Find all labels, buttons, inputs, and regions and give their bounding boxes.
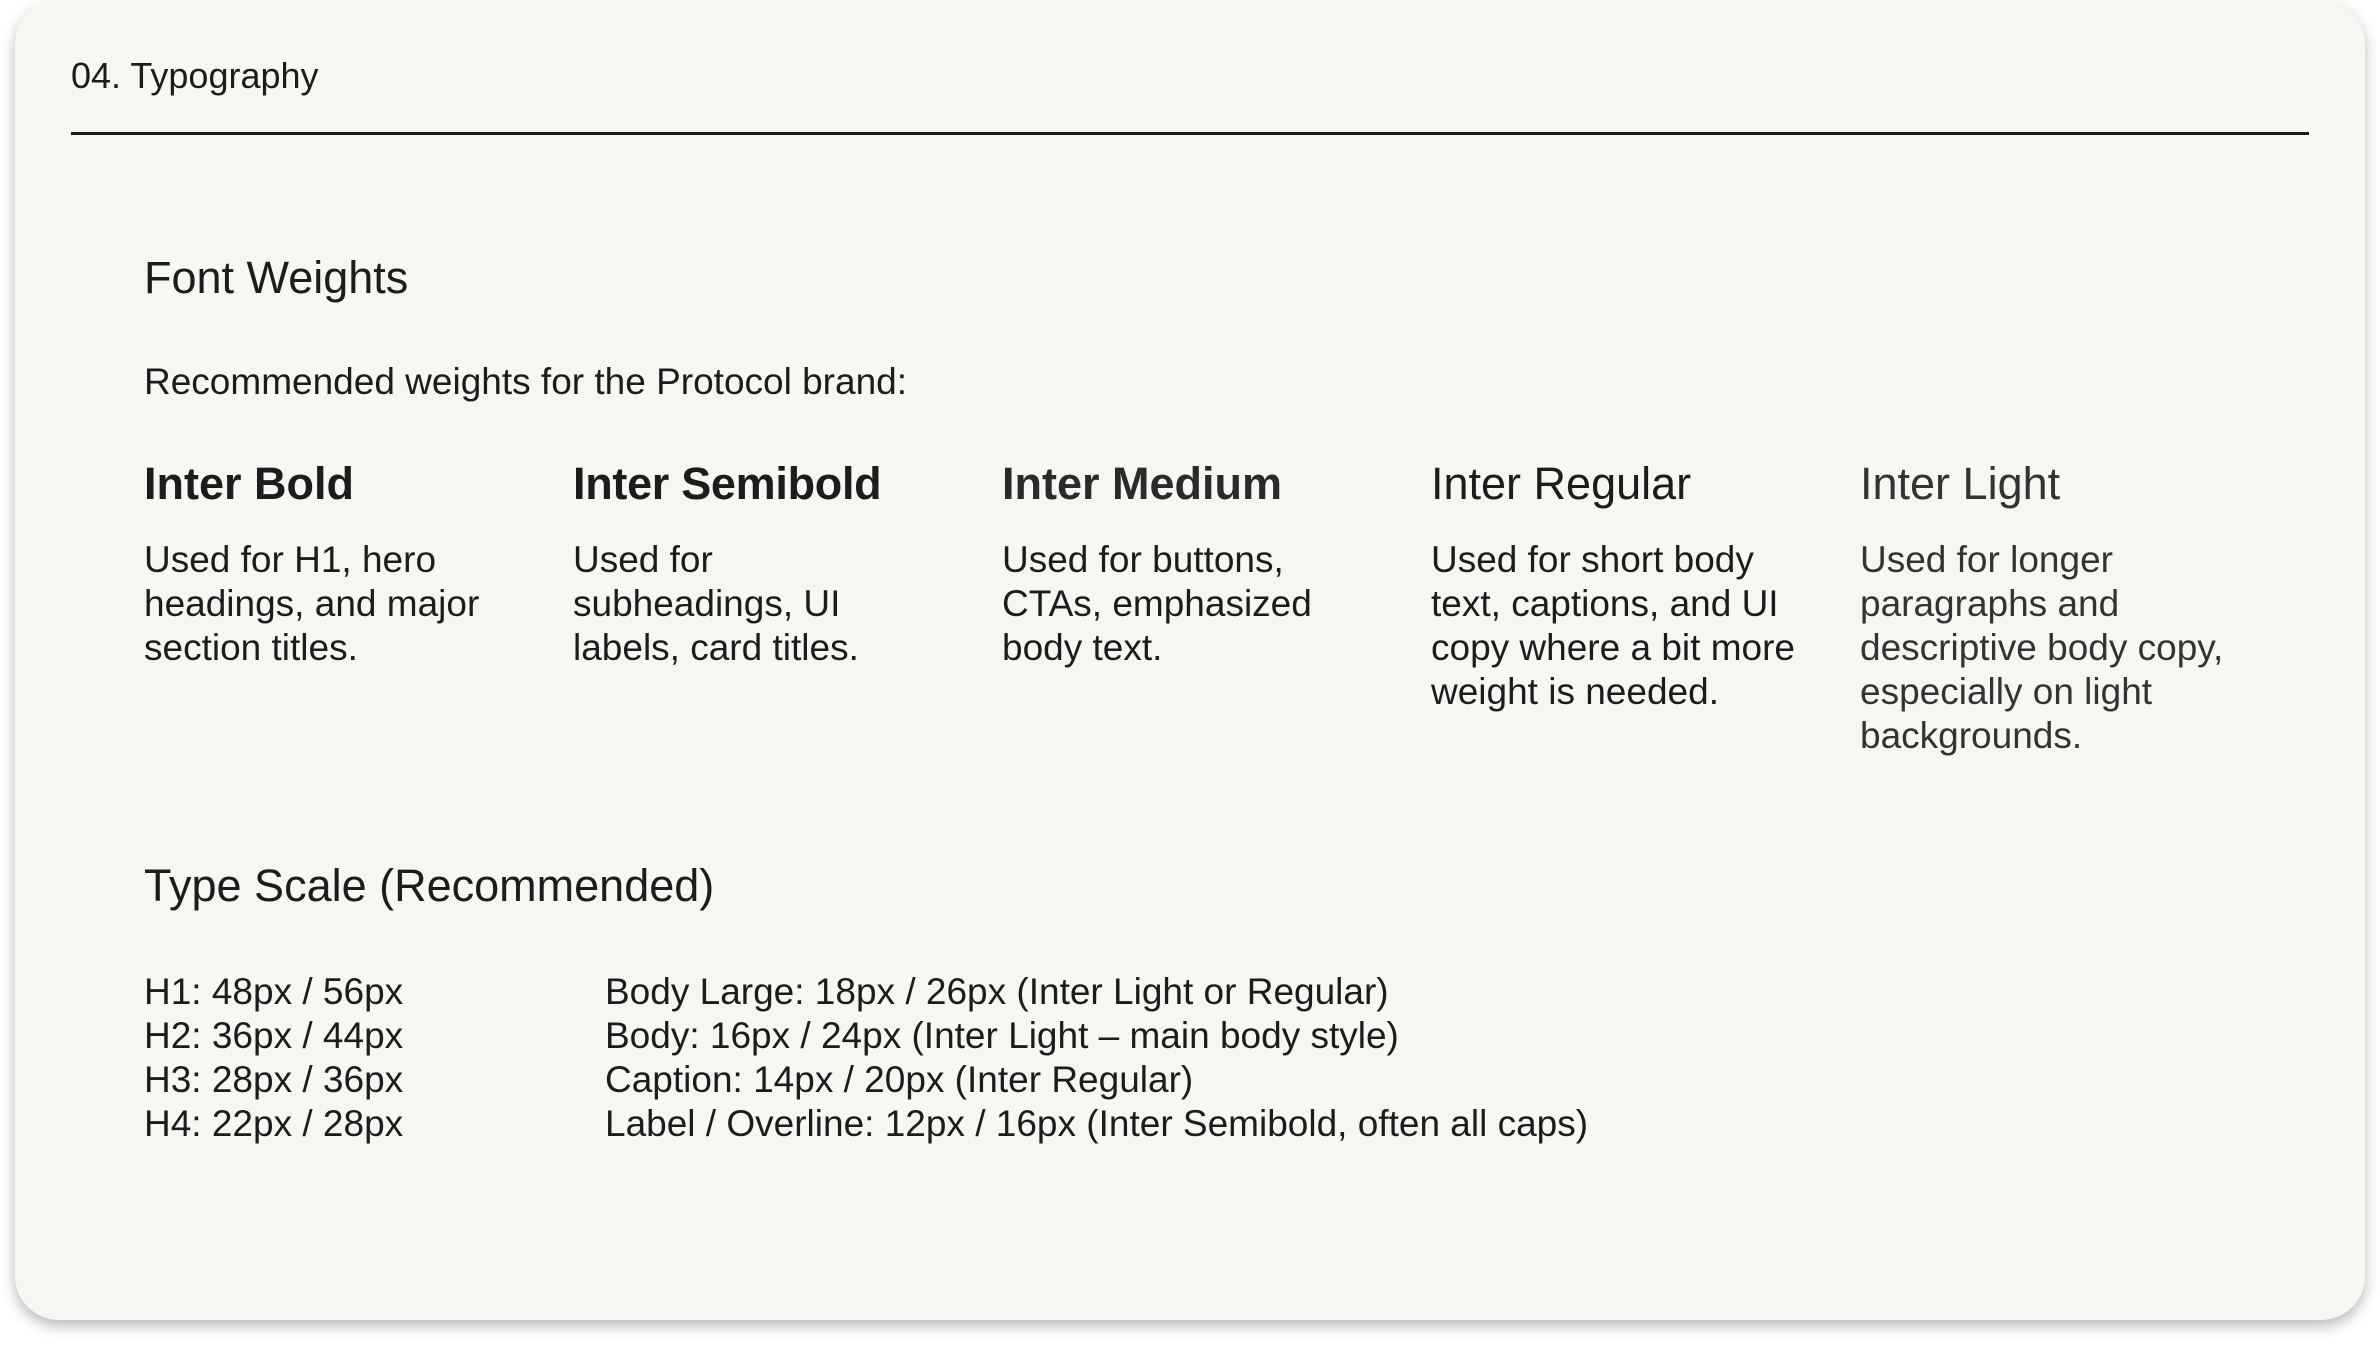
type-scale-row: Label / Overline: 12px / 16px (Inter Semibold, often all caps) xyxy=(605,1103,1589,1144)
type-scale-headings xyxy=(144,970,403,1146)
section-label: 04. Typography xyxy=(71,55,319,96)
weight-description: Used for H1, hero headings, and major section titles. xyxy=(144,539,480,668)
weight-description: Used for longer paragraphs and descriptive body copy, especially on light backgrounds. xyxy=(1860,539,2224,756)
weight-name: Inter Light xyxy=(1860,458,2061,509)
weight-description: Used for subheadings, UI labels, card titles. xyxy=(573,539,859,668)
type-scale-title: Type Scale (Recommended) xyxy=(144,860,715,911)
section-divider xyxy=(71,132,2309,135)
weight-name: Inter Medium xyxy=(1002,458,1283,509)
weight-item-bold xyxy=(144,456,544,670)
font-weights-intro: Recommended weights for the Protocol brand: xyxy=(144,361,908,402)
font-weights-list xyxy=(144,456,2294,776)
type-scale-row: Caption: 14px / 20px (Inter Regular) xyxy=(605,1059,1194,1100)
type-scale-row: Body: 16px / 24px (Inter Light – main body style) xyxy=(605,1015,1399,1056)
type-scale-body xyxy=(605,970,1588,1146)
weight-name: Inter Regular xyxy=(1431,458,1692,509)
type-scale-row: H2: 36px / 44px xyxy=(144,1015,404,1056)
type-scale-row: H4: 22px / 28px xyxy=(144,1103,404,1144)
typography-card xyxy=(15,0,2365,1320)
type-scale-row: H3: 28px / 36px xyxy=(144,1059,404,1100)
type-scale-row: H1: 48px / 56px xyxy=(144,971,404,1012)
weight-name: Inter Bold xyxy=(144,458,354,509)
weight-description: Used for buttons, CTAs, emphasized body text. xyxy=(1002,539,1312,668)
type-scale-row: Body Large: 18px / 26px (Inter Light or Regular) xyxy=(605,971,1389,1012)
weight-item-regular xyxy=(1431,456,1831,714)
weight-name: Inter Semibold xyxy=(573,458,882,509)
weight-description: Used for short body text, captions, and UI copy where a bit more weight is needed. xyxy=(1431,539,1796,712)
font-weights-title: Font Weights xyxy=(144,252,409,303)
weight-item-semibold xyxy=(573,456,973,670)
weight-item-medium xyxy=(1002,456,1402,670)
weight-item-light xyxy=(1860,456,2260,758)
